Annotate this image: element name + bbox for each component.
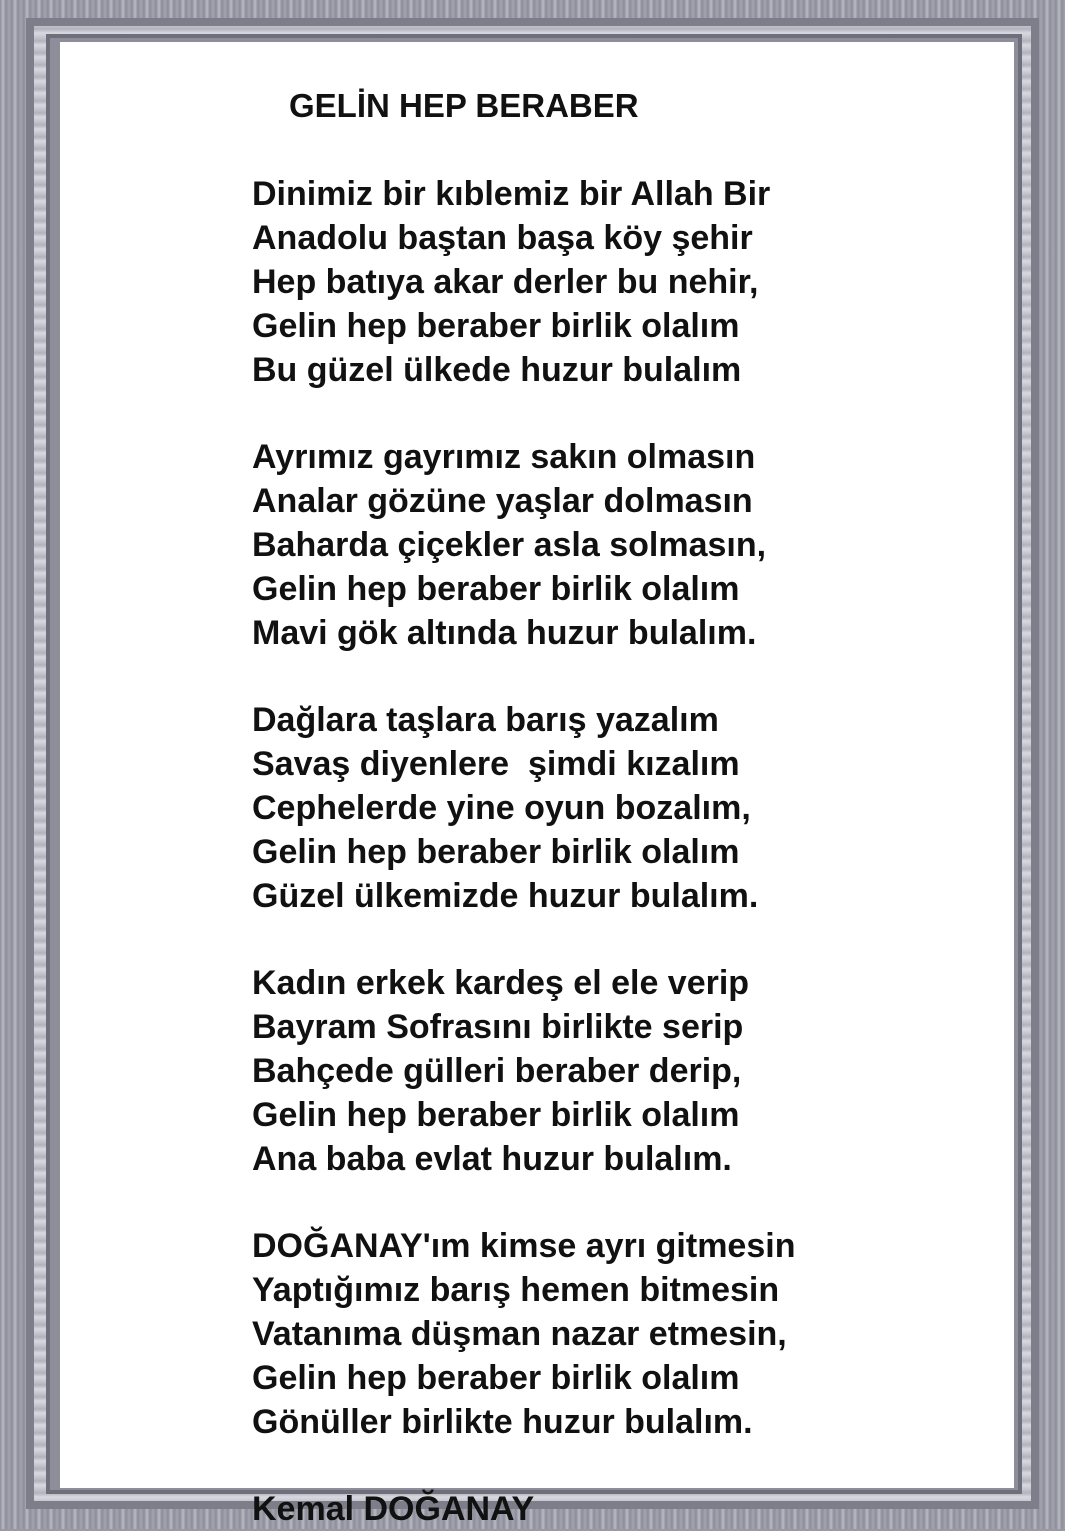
stanza-5 <box>252 1224 795 1444</box>
stanza-3 <box>252 698 795 918</box>
poem-line: Gönüller birlikte huzur bulalım. <box>252 1403 753 1441</box>
stanza-2 <box>252 435 795 655</box>
poem-line: Gelin hep beraber birlik olalım <box>252 1096 740 1134</box>
poem-line: Hep batıya akar derler bu nehir, <box>252 263 759 301</box>
poem-line: Analar gözüne yaşlar dolmasın <box>252 482 753 520</box>
poem-title: GELİN HEP BERABER <box>289 87 639 124</box>
poem-line: Gelin hep beraber birlik olalım <box>252 570 740 608</box>
poem-line: Gelin hep beraber birlik olalım <box>252 307 740 345</box>
poem-line: Bayram Sofrasını birlikte serip <box>252 1008 744 1046</box>
poem-line: Vatanıma düşman nazar etmesin, <box>252 1315 787 1353</box>
stanza-1 <box>252 172 795 392</box>
poem-line: Kadın erkek kardeş el ele verip <box>252 964 750 1002</box>
poem-line: Ana baba evlat huzur bulalım. <box>252 1140 732 1178</box>
poem-line: Gelin hep beraber birlik olalım <box>252 833 740 871</box>
poem-line: Dinimiz bir kıblemiz bir Allah Bir <box>252 175 771 213</box>
stanza-4 <box>252 961 795 1181</box>
poem-line: Bahçede gülleri beraber derip, <box>252 1052 742 1090</box>
poem-line: Dağlara taşlara barış yazalım <box>252 701 719 739</box>
poem-line: Savaş diyenlere şimdi kızalım <box>252 745 740 783</box>
poem-line: Bu güzel ülkede huzur bulalım <box>252 351 742 389</box>
poem-line: Gelin hep beraber birlik olalım <box>252 1359 740 1397</box>
poem-line: Baharda çiçekler asla solmasın, <box>252 526 767 564</box>
poem-line: DOĞANAY'ım kimse ayrı gitmesin <box>252 1227 796 1265</box>
poem-line: Ayrımız gayrımız sakın olmasın <box>252 438 756 476</box>
poem-author: Kemal DOĞANAY <box>252 1490 535 1528</box>
poem-line: Güzel ülkemizde huzur bulalım. <box>252 877 759 915</box>
poem-line: Mavi gök altında huzur bulalım. <box>252 614 757 652</box>
poem-page <box>60 42 1014 1528</box>
poem-line: Anadolu baştan başa köy şehir <box>252 219 753 257</box>
poem-line: Cephelerde yine oyun bozalım, <box>252 789 751 827</box>
poem-line: Yaptığımız barış hemen bitmesin <box>252 1271 780 1309</box>
poem-text <box>252 80 795 1531</box>
